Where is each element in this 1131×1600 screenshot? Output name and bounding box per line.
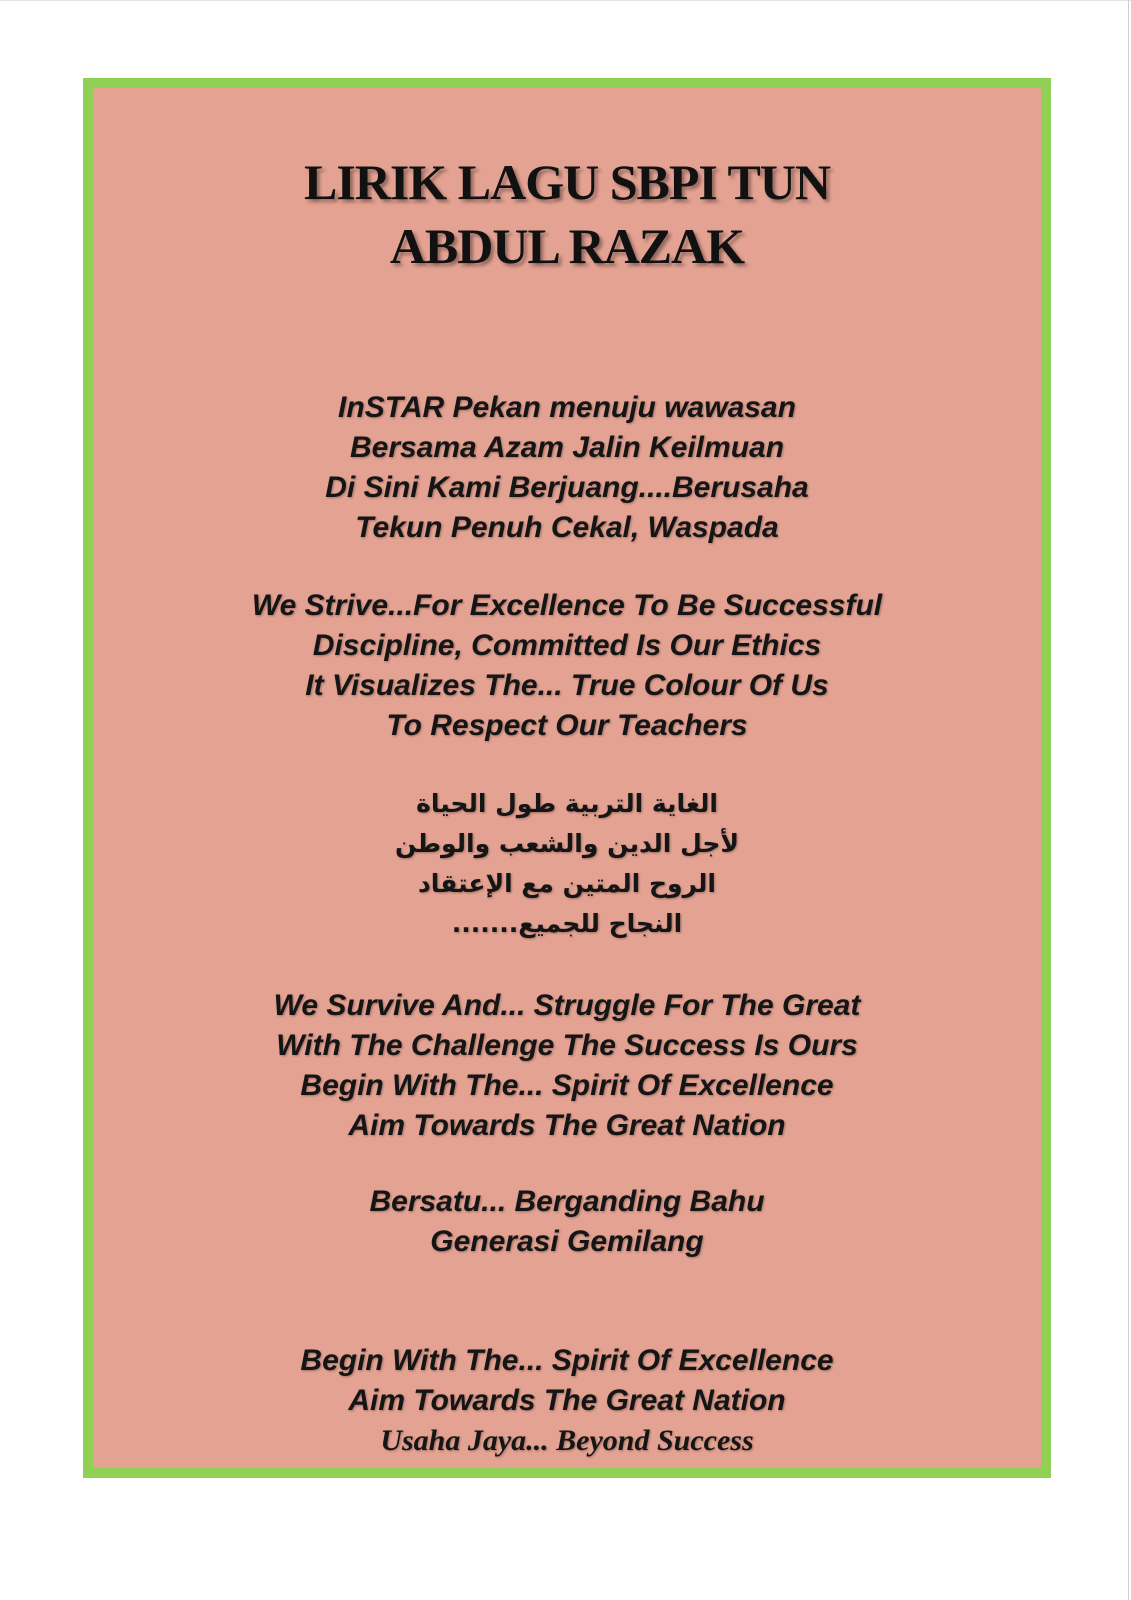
stanza-finale — [93, 1341, 1041, 1461]
lyric-line: We Survive And... Struggle For The Great — [273, 989, 861, 1022]
title-line: ABDUL RAZAK — [389, 218, 745, 274]
lyric-line: Generasi Gemilang — [430, 1225, 704, 1258]
lyric-line: Begin With The... Spirit Of Excellence — [300, 1344, 834, 1377]
lyric-line: النجاح للجميع....... — [451, 909, 683, 938]
page-title — [93, 150, 1041, 278]
lyric-line: Aim Towards The Great Nation — [348, 1109, 786, 1142]
page-edge — [0, 0, 1131, 1]
lyric-line: Aim Towards The Great Nation — [348, 1384, 786, 1417]
stanza-malay-verse — [93, 388, 1041, 548]
stanza-arabic-verse — [93, 784, 1041, 944]
lyric-line: لأجل الدين والشعب والوطن — [394, 829, 740, 858]
lyric-line: الروح المتين مع الإعتقاد — [417, 869, 717, 898]
lyric-line: Tekun Penuh Cekal, Waspada — [355, 511, 779, 544]
lyric-line: Discipline, Committed Is Our Ethics — [312, 629, 822, 662]
lyric-line: الغاية التربية طول الحياة — [416, 789, 718, 818]
lyric-line: It Visualizes The... True Colour Of Us — [305, 669, 829, 702]
lyric-line: Di Sini Kami Berjuang....Berusaha — [325, 471, 809, 504]
lyric-line: Begin With The... Spirit Of Excellence — [300, 1069, 834, 1102]
lyrics-panel — [83, 78, 1051, 1478]
stanza-bridge — [93, 1182, 1041, 1262]
stanza-english-chorus — [93, 986, 1041, 1146]
lyric-line: We Strive...For Excellence To Be Successful — [251, 589, 883, 622]
lyric-line: To Respect Our Teachers — [386, 709, 748, 742]
lyric-line: InSTAR Pekan menuju wawasan — [338, 391, 796, 424]
page-edge — [1128, 0, 1129, 1600]
lyric-line: With The Challenge The Success Is Ours — [276, 1029, 858, 1062]
title-line: LIRIK LAGU SBPI TUN — [303, 154, 831, 210]
stanza-english-verse — [93, 586, 1041, 746]
lyric-line: Bersama Azam Jalin Keilmuan — [349, 431, 785, 464]
lyric-line: Bersatu... Berganding Bahu — [369, 1185, 765, 1218]
closing-line: Usaha Jaya... Beyond Success — [380, 1424, 754, 1457]
